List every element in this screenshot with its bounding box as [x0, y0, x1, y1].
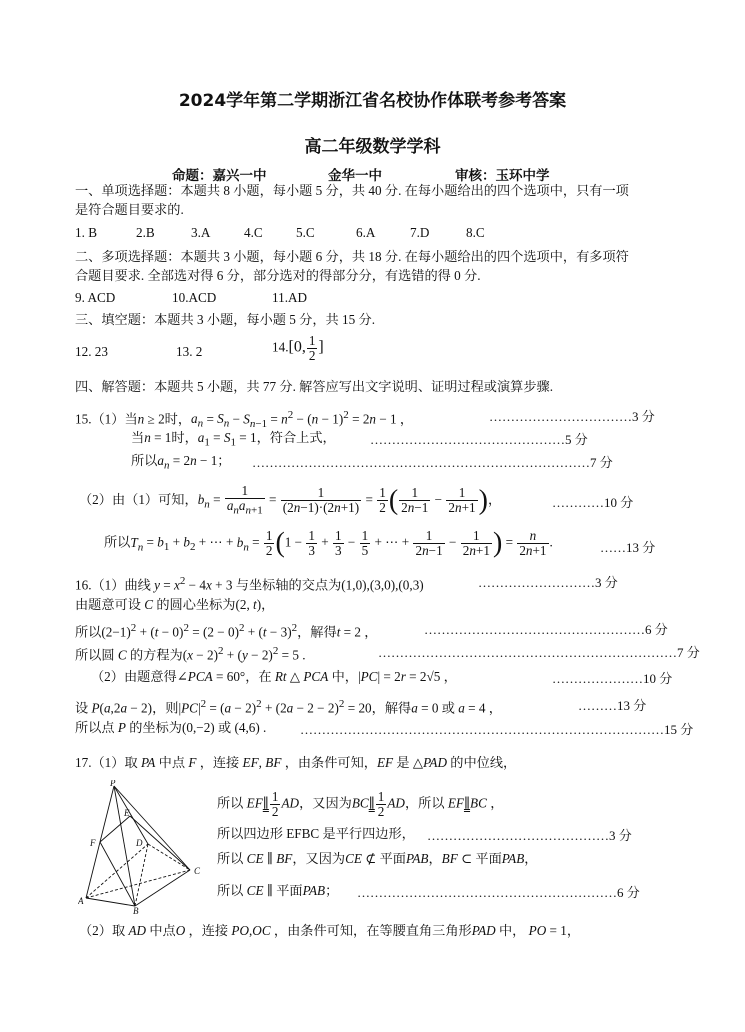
- score-15-2: ………………………………………5 分: [370, 432, 588, 447]
- q16-line5: （2）由题意得∠PCA = 60°，在 Rt △ PCA 中，|PC| = 2r = 2√5 ，: [91, 669, 457, 684]
- q17-line6: （2）取 AD 中点O ，连接 PO,OC ，由条件可知，在等腰直角三角形PAD 中， PO = 1，: [79, 923, 581, 938]
- fig-label-P: P: [110, 780, 116, 788]
- score-16-4: …………………10 分: [552, 671, 673, 686]
- q15-line5: 所以$T_n = b_1 + b_2$ + ⋯ + $b_n$ = $\frac{1}{2}$ (1 − $\frac{1}{3}$ + $\frac{1}{3}$ − $\frac{1}{5}$ + ⋯ + $\frac{1}{2n-1}$ − $\frac{1}{2n+1}$ ) = $\frac{n}{2n+1}$ .: [104, 527, 553, 559]
- answer-14: 14.[0, $\frac{1}{2}$ ]: [272, 333, 324, 363]
- q16-line3: 所以$(2-1)^2 + (t - 0)^2 = (2 - 0)^2 + (t - 3)^2$，解得t = 2 ，: [75, 622, 378, 640]
- answer-5: 5.C: [296, 225, 315, 240]
- document-title: 2024学年第二学期浙江省名校协作体联考参考答案: [178, 91, 567, 111]
- answer-6: 6.A: [356, 225, 376, 240]
- q15-line2: 当n = 1时，$a_1 = S_1 = 1$，符合上式，: [131, 430, 336, 449]
- answer-12: 12. 23: [75, 344, 108, 359]
- q16-line4: 所以圆 C 的方程为$(x - 2)^2 + (y - 2)^2 = 5$ .: [75, 645, 306, 663]
- answer-7: 7.D: [410, 225, 430, 240]
- q17-line1: 17.（1）取 PA 中点 F ，连接 EF, BF ，由条件可知，EF 是 △PAD 的中位线，: [75, 755, 517, 770]
- document-subtitle: 高二年级数学学科: [304, 137, 441, 157]
- score-17-1: ……………………………………3 分: [427, 828, 632, 843]
- answer-11: 11.AD: [272, 290, 308, 305]
- q15-line3: 所以$a_n = 2n - 1$；: [131, 453, 231, 472]
- sec1-heading-line2: 是符合题目要求的.: [75, 202, 184, 217]
- fig-label-F: F: [90, 838, 96, 848]
- answer-8: 8.C: [466, 225, 485, 240]
- q16-line1: 16.（1）曲线 $y = x^2 - 4x + 3$ 与坐标轴的交点为(1,0),(3,0),(0,3): [75, 575, 424, 593]
- setter-1: 命题：嘉兴一中: [172, 168, 267, 184]
- q17-line5: 所以 CE ∥ 平面PAB；: [217, 883, 339, 898]
- sec1-heading-line1: 一、单项选择题：本题共 8 小题，每小题 5 分，共 40 分. 在每小题给出的四个选项中，只有一项: [75, 183, 629, 198]
- fig-label-C: C: [194, 866, 201, 876]
- score-17-2: ……………………………………………………6 分: [357, 885, 640, 900]
- fig-label-D: D: [136, 838, 143, 848]
- q16-line7: 所以点 P 的坐标为(0,−2) 或 (4,6) .: [75, 720, 267, 735]
- fig-label-B: B: [133, 906, 139, 915]
- fig-label-A: A: [78, 896, 84, 906]
- answer-4: 4.C: [244, 225, 263, 240]
- sec3-heading: 三、填空题：本题共 3 小题，每小题 5 分，共 15 分.: [75, 312, 376, 327]
- answer-1: 1. B: [75, 225, 97, 240]
- score-15-3: ……………………………………………………………………7 分: [252, 455, 613, 470]
- score-15-5: ……13 分: [600, 540, 656, 555]
- answer-2: 2.B: [136, 225, 155, 240]
- score-15-4: …………10 分: [552, 495, 634, 510]
- q15-line4: （2）由（1）可知，$b_n$ = $\frac{1}{a_na_{n+1}}$ = $\frac{1}{(2n-1)\cdot(2n+1)}$ = $\frac{1}{2}$ ( $\frac{1}{2n-1}$ − $\frac{1}{2n+1}$ )，: [79, 483, 502, 517]
- pyramid-figure: [78, 780, 208, 915]
- sec2-heading-line1: 二、多项选择题：本题共 3 小题，每小题 6 分，共 18 分. 在每小题给出的四个选项中，有多项符: [75, 249, 629, 264]
- q17-line4: 所以 CE ∥ BF，又因为CE ⊄ 平面PAB，BF ⊂ 平面PAB，: [217, 851, 538, 866]
- score-16-5: ………13 分: [578, 698, 647, 713]
- score-16-2: ……………………………………………6 分: [424, 622, 668, 637]
- answer-14-label: 14.: [272, 339, 289, 355]
- score-16-1: ………………………3 分: [478, 575, 618, 590]
- q17-line2: 所以 EF∥ $\frac{1}{2}$ AD，又因为BC∥ $\frac{1}{2}$ AD，所以 EF∥BC ，: [217, 789, 504, 819]
- score-15-1: ……………………………3 分: [489, 409, 655, 424]
- answer-10: 10.ACD: [172, 290, 217, 305]
- q16-line6: 设 P(a,2a − 2)，则$|PC|^2 = (a - 2)^2 + (2a - 2 - 2)^2 = 20$，解得a = 0 或 a = 4 ，: [75, 698, 502, 716]
- score-16-6: …………………………………………………………………………15 分: [300, 722, 694, 737]
- answer-9: 9. ACD: [75, 290, 116, 305]
- reviewer: 审核：玉环中学: [455, 168, 550, 184]
- q15-line1: 15.（1）当n ≥ 2时，$a_n = S_n - S_{n-1} = n^2 - (n - 1)^2 = 2n - 1$ ，: [75, 409, 414, 431]
- q17-line3: 所以四边形 EFBC 是平行四边形，: [217, 826, 415, 841]
- answer-3: 3.A: [191, 225, 211, 240]
- q16-line2: 由题意可设 C 的圆心坐标为(2, t)，: [75, 597, 275, 612]
- sec4-heading: 四、解答题：本题共 5 小题，共 77 分. 解答应写出文字说明、证明过程或演算步骤.: [75, 379, 554, 394]
- setter-2: 金华一中: [328, 168, 382, 184]
- score-16-3: ……………………………………………………………7 分: [378, 645, 700, 660]
- answer-13: 13. 2: [176, 344, 203, 359]
- fig-label-E: E: [124, 808, 130, 818]
- sec2-heading-line2: 合题目要求. 全部选对得 6 分，部分选对的得部分分，有选错的得 0 分.: [75, 268, 481, 283]
